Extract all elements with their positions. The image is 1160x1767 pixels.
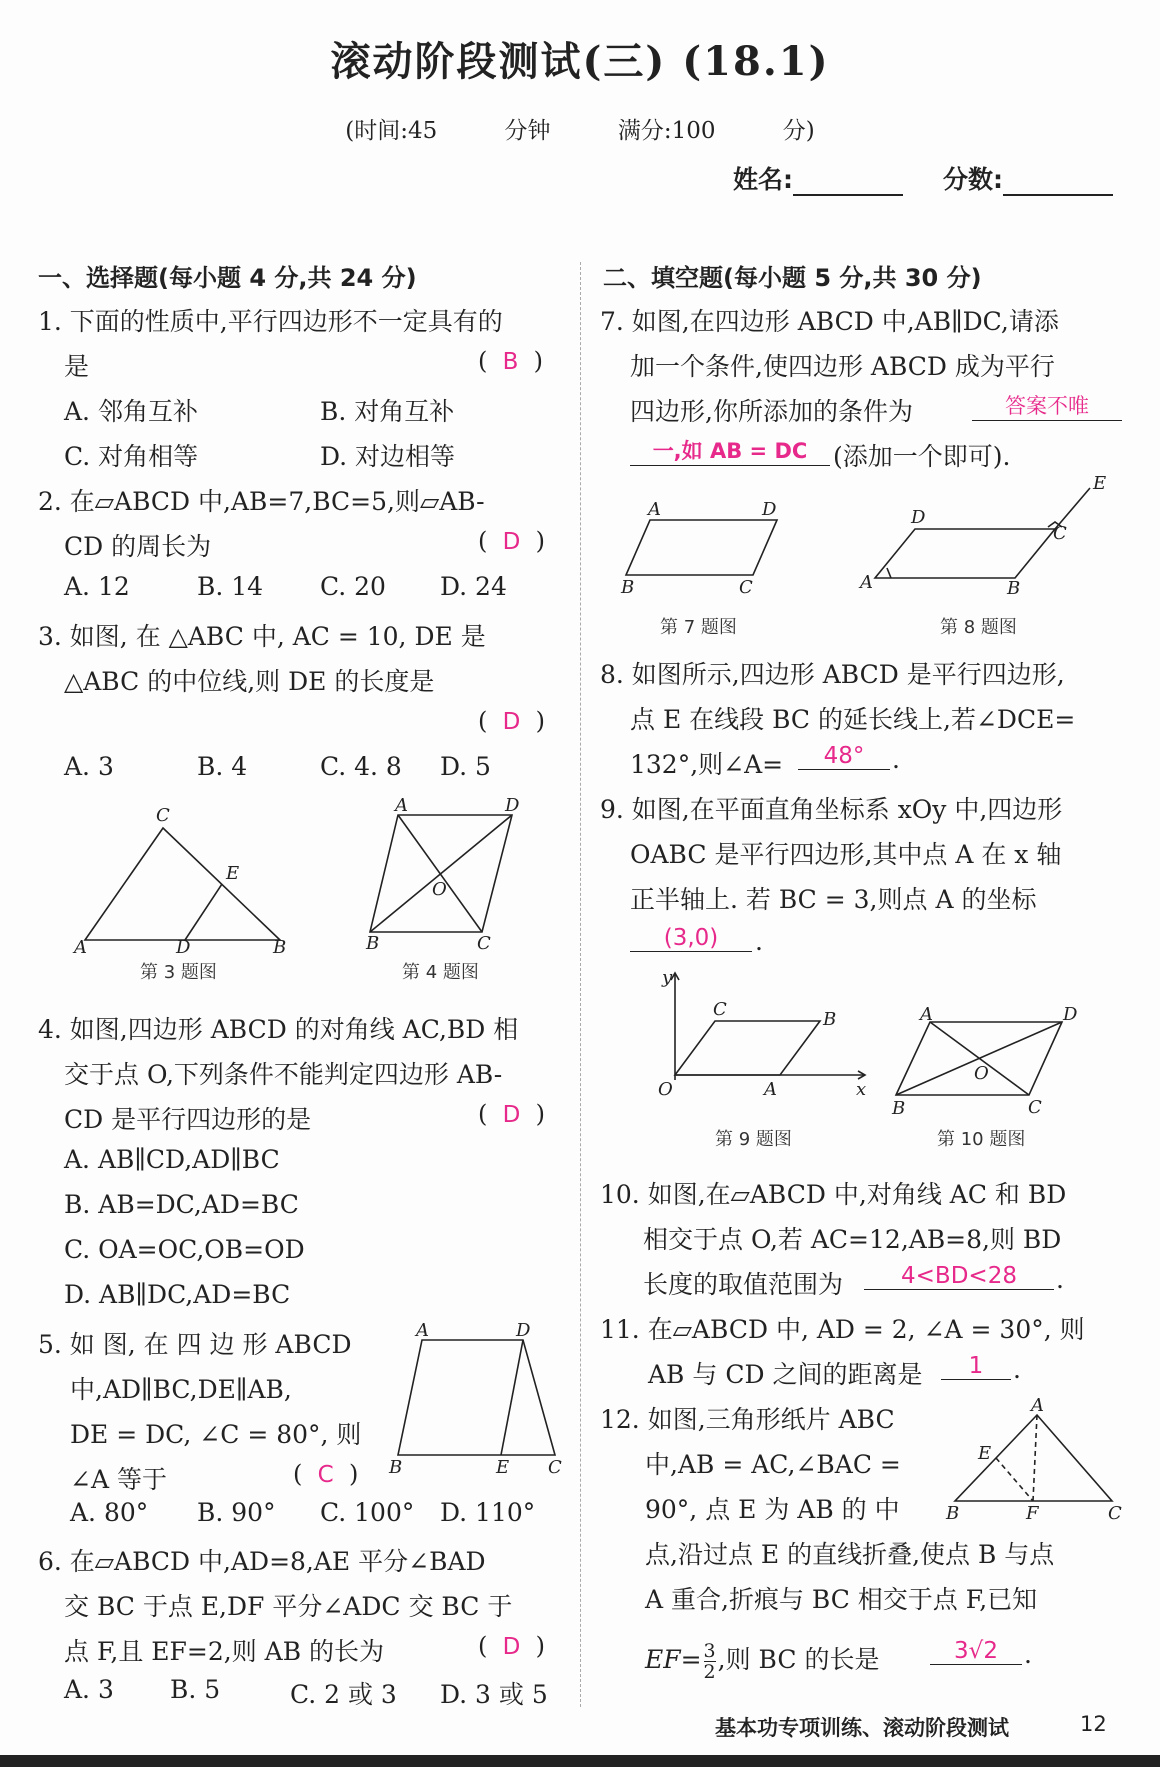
q11-end: . [1013,1355,1021,1384]
q9-end: . [755,927,763,956]
q5-answer-box: ( C ) [293,1460,359,1488]
q5-option-b: B. 90° [197,1498,276,1527]
svg-text:B: B [823,1009,837,1030]
svg-text:A: A [648,499,661,520]
figure-4-caption: 第 4 题图 [402,962,479,983]
q2-option-b: B. 14 [197,572,264,601]
figure-3-caption: 第 3 题图 [140,962,217,983]
svg-text:y: y [662,967,673,988]
q7-stem-2: 加一个条件,使四边形 ABCD 成为平行 [630,352,1055,381]
svg-text:D: D [516,1320,531,1341]
q1-option-a: A. 邻角互补 [64,397,198,426]
q11-answer: 1 [941,1353,1011,1380]
q1-option-d: D. 对边相等 [320,442,456,471]
svg-text:C: C [1028,1097,1042,1118]
svg-text:B: B [389,1457,403,1478]
svg-text:B: B [1007,578,1021,599]
svg-text:C: C [477,933,491,954]
q10-stem: 10. 如图,在▱ABCD 中,对角线 AC 和 BD [600,1180,1067,1209]
svg-text:O: O [432,879,447,900]
q3-stem-2: △ABC 的中位线,则 DE 的长度是 [64,667,435,696]
svg-text:B: B [946,1503,960,1524]
figure-9-coordinate-parallelogram [640,965,870,1105]
q9-stem: 9. 如图,在平面直角坐标系 xOy 中,四边形 [600,795,1063,824]
q6-stem-3: 点 F,且 EF=2,则 AB 的长为 [64,1637,385,1666]
q5-answer: C [317,1462,334,1488]
svg-text:D: D [762,499,777,520]
q11-stem-2: AB 与 CD 之间的距离是 [648,1360,923,1389]
q5-stem-3: DE = DC, ∠C = 80°, 则 [70,1420,362,1449]
figure-5-quadrilateral [385,1320,565,1480]
q6-option-d: D. 3 或 5 [440,1680,548,1709]
q8-end: . [892,745,900,774]
footer-title: 基本功专项训练、滚动阶段测试 [715,1716,1009,1740]
svg-text:C: C [1108,1503,1122,1524]
q12-answer: 3√2 [930,1638,1022,1665]
section2-title: 二、填空题(每小题 5 分,共 30 分) [603,264,982,292]
q2-answer: D [502,529,521,555]
svg-text:E: E [978,1443,992,1464]
svg-text:A: A [395,795,408,816]
q4-answer-box: ( D ) [478,1100,545,1128]
figure-9-caption: 第 9 题图 [715,1129,792,1150]
score-blank[interactable] [1003,168,1113,196]
q3-stem: 3. 如图, 在 △ABC 中, AC = 10, DE 是 [38,622,486,651]
figure-8-parallogram-extended [855,475,1115,600]
svg-text:C: C [713,999,727,1020]
q5-stem-2: 中,AD∥BC,DE∥AB, [70,1375,292,1404]
q6-answer: D [502,1634,521,1660]
svg-text:E: E [226,863,240,884]
svg-text:C: C [1053,523,1067,544]
q2-answer-box: ( D ) [478,527,545,555]
svg-text:A: A [1031,1395,1044,1416]
figure-7-parallelogram [615,497,790,597]
q4-stem: 4. 如图,四边形 ABCD 的对角线 AC,BD 相 [38,1015,519,1044]
name-label: 姓名: [733,160,903,196]
svg-text:B: B [892,1098,906,1119]
q6-option-b: B. 5 [170,1675,221,1704]
score-label: 分数: [943,160,1113,196]
figure-8-caption: 第 8 题图 [940,617,1017,638]
q4-stem-3: CD 是平行四边形的是 [64,1105,312,1134]
q4-stem-2: 交于点 O,下列条件不能判定四边形 AB- [64,1060,503,1089]
q12-stem-5: A 重合,折痕与 BC 相交于点 F,已知 [645,1585,1038,1614]
q10-stem-3: 长度的取值范围为 [643,1270,844,1299]
q1-option-c: C. 对角相等 [64,442,199,471]
q7-stem: 7. 如图,在四边形 ABCD 中,AB∥DC,请添 [600,307,1059,336]
svg-text:A: A [416,1320,429,1341]
svg-text:B: B [621,577,635,597]
q3-option-b: B. 4 [197,752,248,781]
svg-text:O: O [658,1079,673,1100]
q3-option-c: C. 4. 8 [320,752,402,781]
q4-option-c: C. OA=OC,OB=OD [64,1235,305,1264]
q4-option-d: D. AB∥DC,AD=BC [64,1280,291,1309]
q4-option-b: B. AB=DC,AD=BC [64,1190,299,1219]
figure-3-triangle [70,800,300,955]
q7-stem-3: 四边形,你所添加的条件为 [630,397,913,426]
svg-text:C: C [156,805,170,826]
q8-stem: 8. 如图所示,四边形 ABCD 是平行四边形, [600,660,1065,689]
q1-stem-2: 是 [64,352,90,381]
figure-10-caption: 第 10 题图 [937,1129,1026,1150]
q7-stem-4: (添加一个即可). [833,442,1011,471]
q8-stem-3: 132°,则∠A= [630,750,784,779]
svg-text:E: E [496,1457,510,1478]
q1-stem: 1. 下面的性质中,平行四边形不一定具有的 [38,307,503,336]
q6-option-a: A. 3 [64,1675,114,1704]
figure-10-parallelogram [880,1000,1080,1120]
svg-text:D: D [1063,1004,1078,1025]
q4-answer: D [502,1102,521,1128]
svg-text:B: B [273,937,287,955]
figure-12-folded-triangle [940,1395,1130,1530]
q12-end: . [1024,1640,1032,1669]
q12-stem-4: 点,沿过点 E 的直线折叠,使点 B 与点 [645,1540,1055,1569]
q5-option-c: C. 100° [320,1498,415,1527]
q3-answer: D [502,709,521,735]
q1-option-b: B. 对角互补 [320,397,455,426]
svg-text:E: E [1093,475,1107,494]
bottom-edge [0,1755,1160,1767]
q2-stem: 2. 在▱ABCD 中,AB=7,BC=5,则▱AB- [38,487,485,516]
q3-answer-box: ( D ) [478,707,545,735]
svg-text:x: x [856,1079,867,1100]
svg-text:A: A [860,572,873,593]
q3-option-a: A. 3 [64,752,114,781]
q7-answer-part1: 答案不唯 [972,390,1122,421]
q5-option-d: D. 110° [440,1498,536,1527]
q9-stem-3: 正半轴上. 若 BC = 3,则点 A 的坐标 [630,885,1037,914]
svg-text:D: D [505,795,520,816]
svg-text:D: D [911,507,926,528]
q6-stem: 6. 在▱ABCD 中,AD=8,AE 平分∠BAD [38,1547,486,1576]
svg-text:B: B [366,933,380,954]
svg-text:O: O [974,1063,989,1084]
column-divider [580,262,581,1707]
q2-option-c: C. 20 [320,572,386,601]
q4-option-a: A. AB∥CD,AD∥BC [64,1145,280,1174]
svg-text:D: D [176,937,191,955]
svg-text:F: F [1026,1503,1039,1524]
q5-stem-4: ∠A 等于 [70,1465,167,1494]
q11-stem: 11. 在▱ABCD 中, AD = 2, ∠A = 30°, 则 [600,1315,1085,1344]
q2-option-d: D. 24 [440,572,507,601]
svg-text:C: C [739,577,753,597]
name-blank[interactable] [793,168,903,196]
q10-stem-2: 相交于点 O,若 AC=12,AB=8,则 BD [643,1225,1062,1254]
q10-answer: 4<BD<28 [864,1263,1054,1290]
q12-ef-given: EF= $\frac{3}{2}$ ,则 BC 的长是 [645,1640,880,1683]
q10-end: . [1056,1265,1064,1294]
page-title: 滚动阶段测试(三) (18.1) [330,38,830,85]
svg-text:A: A [920,1004,933,1025]
q1-answer-box: ( B ) [478,347,544,375]
q2-option-a: A. 12 [64,572,130,601]
q8-stem-2: 点 E 在线段 BC 的延长线上,若∠DCE= [630,705,1076,734]
svg-text:A: A [74,937,87,955]
q12-stem-2: 中,AB = AC,∠BAC = [645,1450,901,1479]
q8-answer: 48° [798,743,890,770]
q5-option-a: A. 80° [70,1498,149,1527]
q2-stem-2: CD 的周长为 [64,532,212,561]
q1-answer: B [502,349,519,375]
svg-text:A: A [764,1079,777,1100]
page-number: 12 [1080,1712,1107,1736]
q6-option-c: C. 2 或 3 [290,1680,397,1709]
q3-option-d: D. 5 [440,752,491,781]
q12-stem: 12. 如图,三角形纸片 ABC [600,1405,895,1434]
figure-7-caption: 第 7 题图 [660,617,737,638]
figure-4-parallelogram [365,795,540,955]
q7-answer-part2: 一,如 AB = DC [630,435,830,466]
section1-title: 一、选择题(每小题 4 分,共 24 分) [38,264,417,292]
q6-answer-box: ( D ) [478,1632,545,1660]
q6-stem-2: 交 BC 于点 E,DF 平分∠ADC 交 BC 于 [64,1592,513,1621]
q9-stem-2: OABC 是平行四边形,其中点 A 在 x 轴 [630,840,1062,869]
q5-stem: 5. 如 图, 在 四 边 形 ABCD [38,1330,352,1359]
q12-stem-3: 90°, 点 E 为 AB 的 中 [645,1495,900,1524]
svg-text:C: C [548,1457,562,1478]
time-score-info: (时间:45 分钟 满分:100 分) [345,118,815,144]
q9-answer: (3,0) [630,925,752,952]
